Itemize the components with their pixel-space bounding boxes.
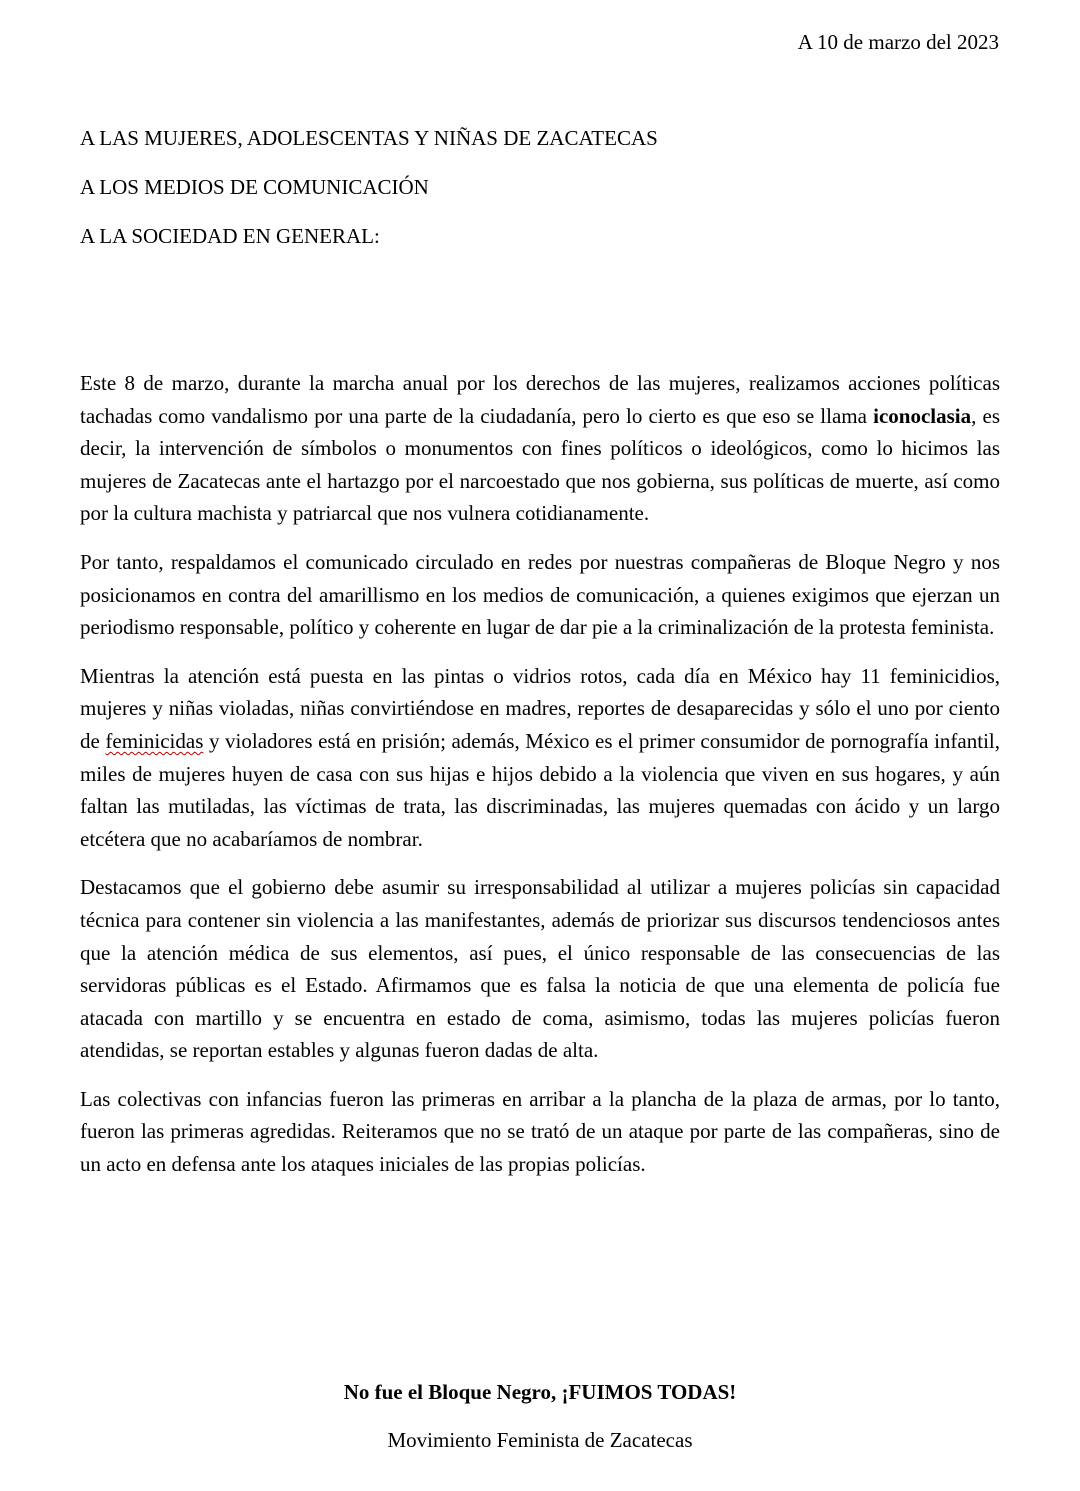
paragraph-text: y violadores está en prisión; además, México es el primer consumidor de pornografía infantil, miles de mujeres huyen de casa con sus hijas e hijos debido a la violencia que viven en sus hogares, y aún faltan las mutiladas, las víctimas de trata, las discriminadas, las mujeres quemadas con ácido y un largo etcétera que no acabaríamos de nombrar. [80,728,1000,851]
letter-body [80,367,1000,1197]
bold-term: iconoclasia [873,403,972,428]
closing-slogan: No fue el Bloque Negro, ¡FUIMOS TODAS! [343,1380,737,1404]
addressee-block [80,124,658,271]
document-date: A 10 de marzo del 2023 [797,30,999,54]
addressee-line: A LAS MUJERES, ADOLESCENTAS Y NIÑAS DE ZACATECAS [80,126,658,150]
spellcheck-flagged-word: feminicidas [105,728,204,753]
paragraph: Por tanto, respaldamos el comunicado circulado en redes por nuestras compañeras de Bloque Negro y nos posicionamos en contra del amarillismo en los medios de comunicación, a quienes exigimos que ejerzan un periodismo responsable, político y coherente en lugar de dar pie a la criminalización de la protesta feminista. [80,549,1000,640]
paragraph-text: Mientras la atención está puesta en las pintas o vidrios rotos, cada día en México hay 11 feminicidios, mujeres y niñas violadas, niñas convirtiéndose en madres, reportes de desaparecidas y sólo el uno por ciento de [80,663,1000,753]
paragraph: Destacamos que el gobierno debe asumir su irresponsabilidad al utilizar a mujeres policías sin capacidad técnica para contener sin violencia a las manifestantes, además de priorizar sus discursos tendenciosos antes que la atención médica de sus elementos, así pues, el único responsable de las consecuencias de las servidoras públicas es el Estado. Afirmamos que es falsa la noticia de que una elementa de policía fue atacada con martillo y se encuentra en estado de coma, asimismo, todas las mujeres policías fueron atendidas, se reportan estables y algunas fueron dadas de alta. [80,875,1000,1063]
paragraph-text: Este 8 de marzo, durante la marcha anual por los derechos de las mujeres, realizamos acciones políticas tachadas como vandalismo por una parte de la ciudadanía, pero lo cierto es que eso se llama [80,371,1000,428]
paragraph: Las colectivas con infancias fueron las primeras en arribar a la plancha de la plaza de armas, por lo tanto, fueron las primeras agredidas. Reiteramos que no se trató de un ataque por parte de las compañeras, sino de un acto en defensa ante los ataques iniciales de las propias policías. [80,1086,1000,1177]
addressee-line: A LA SOCIEDAD EN GENERAL: [80,224,380,248]
paragraph-text: , es decir, la intervención de símbolos o monumentos con fines políticos o ideológicos, como lo hicimos las mujeres de Zacatecas ante el hartazgo por el narcoestado que nos gobierna, sus políticas de muerte, así como por la cultura machista y patriarcal que nos vulnera cotidianamente. [80,403,1000,526]
paragraph [80,660,1000,856]
signature: Movimiento Feminista de Zacatecas [387,1428,693,1452]
addressee-line: A LOS MEDIOS DE COMUNICACIÓN [80,175,429,199]
paragraph [80,367,1000,530]
